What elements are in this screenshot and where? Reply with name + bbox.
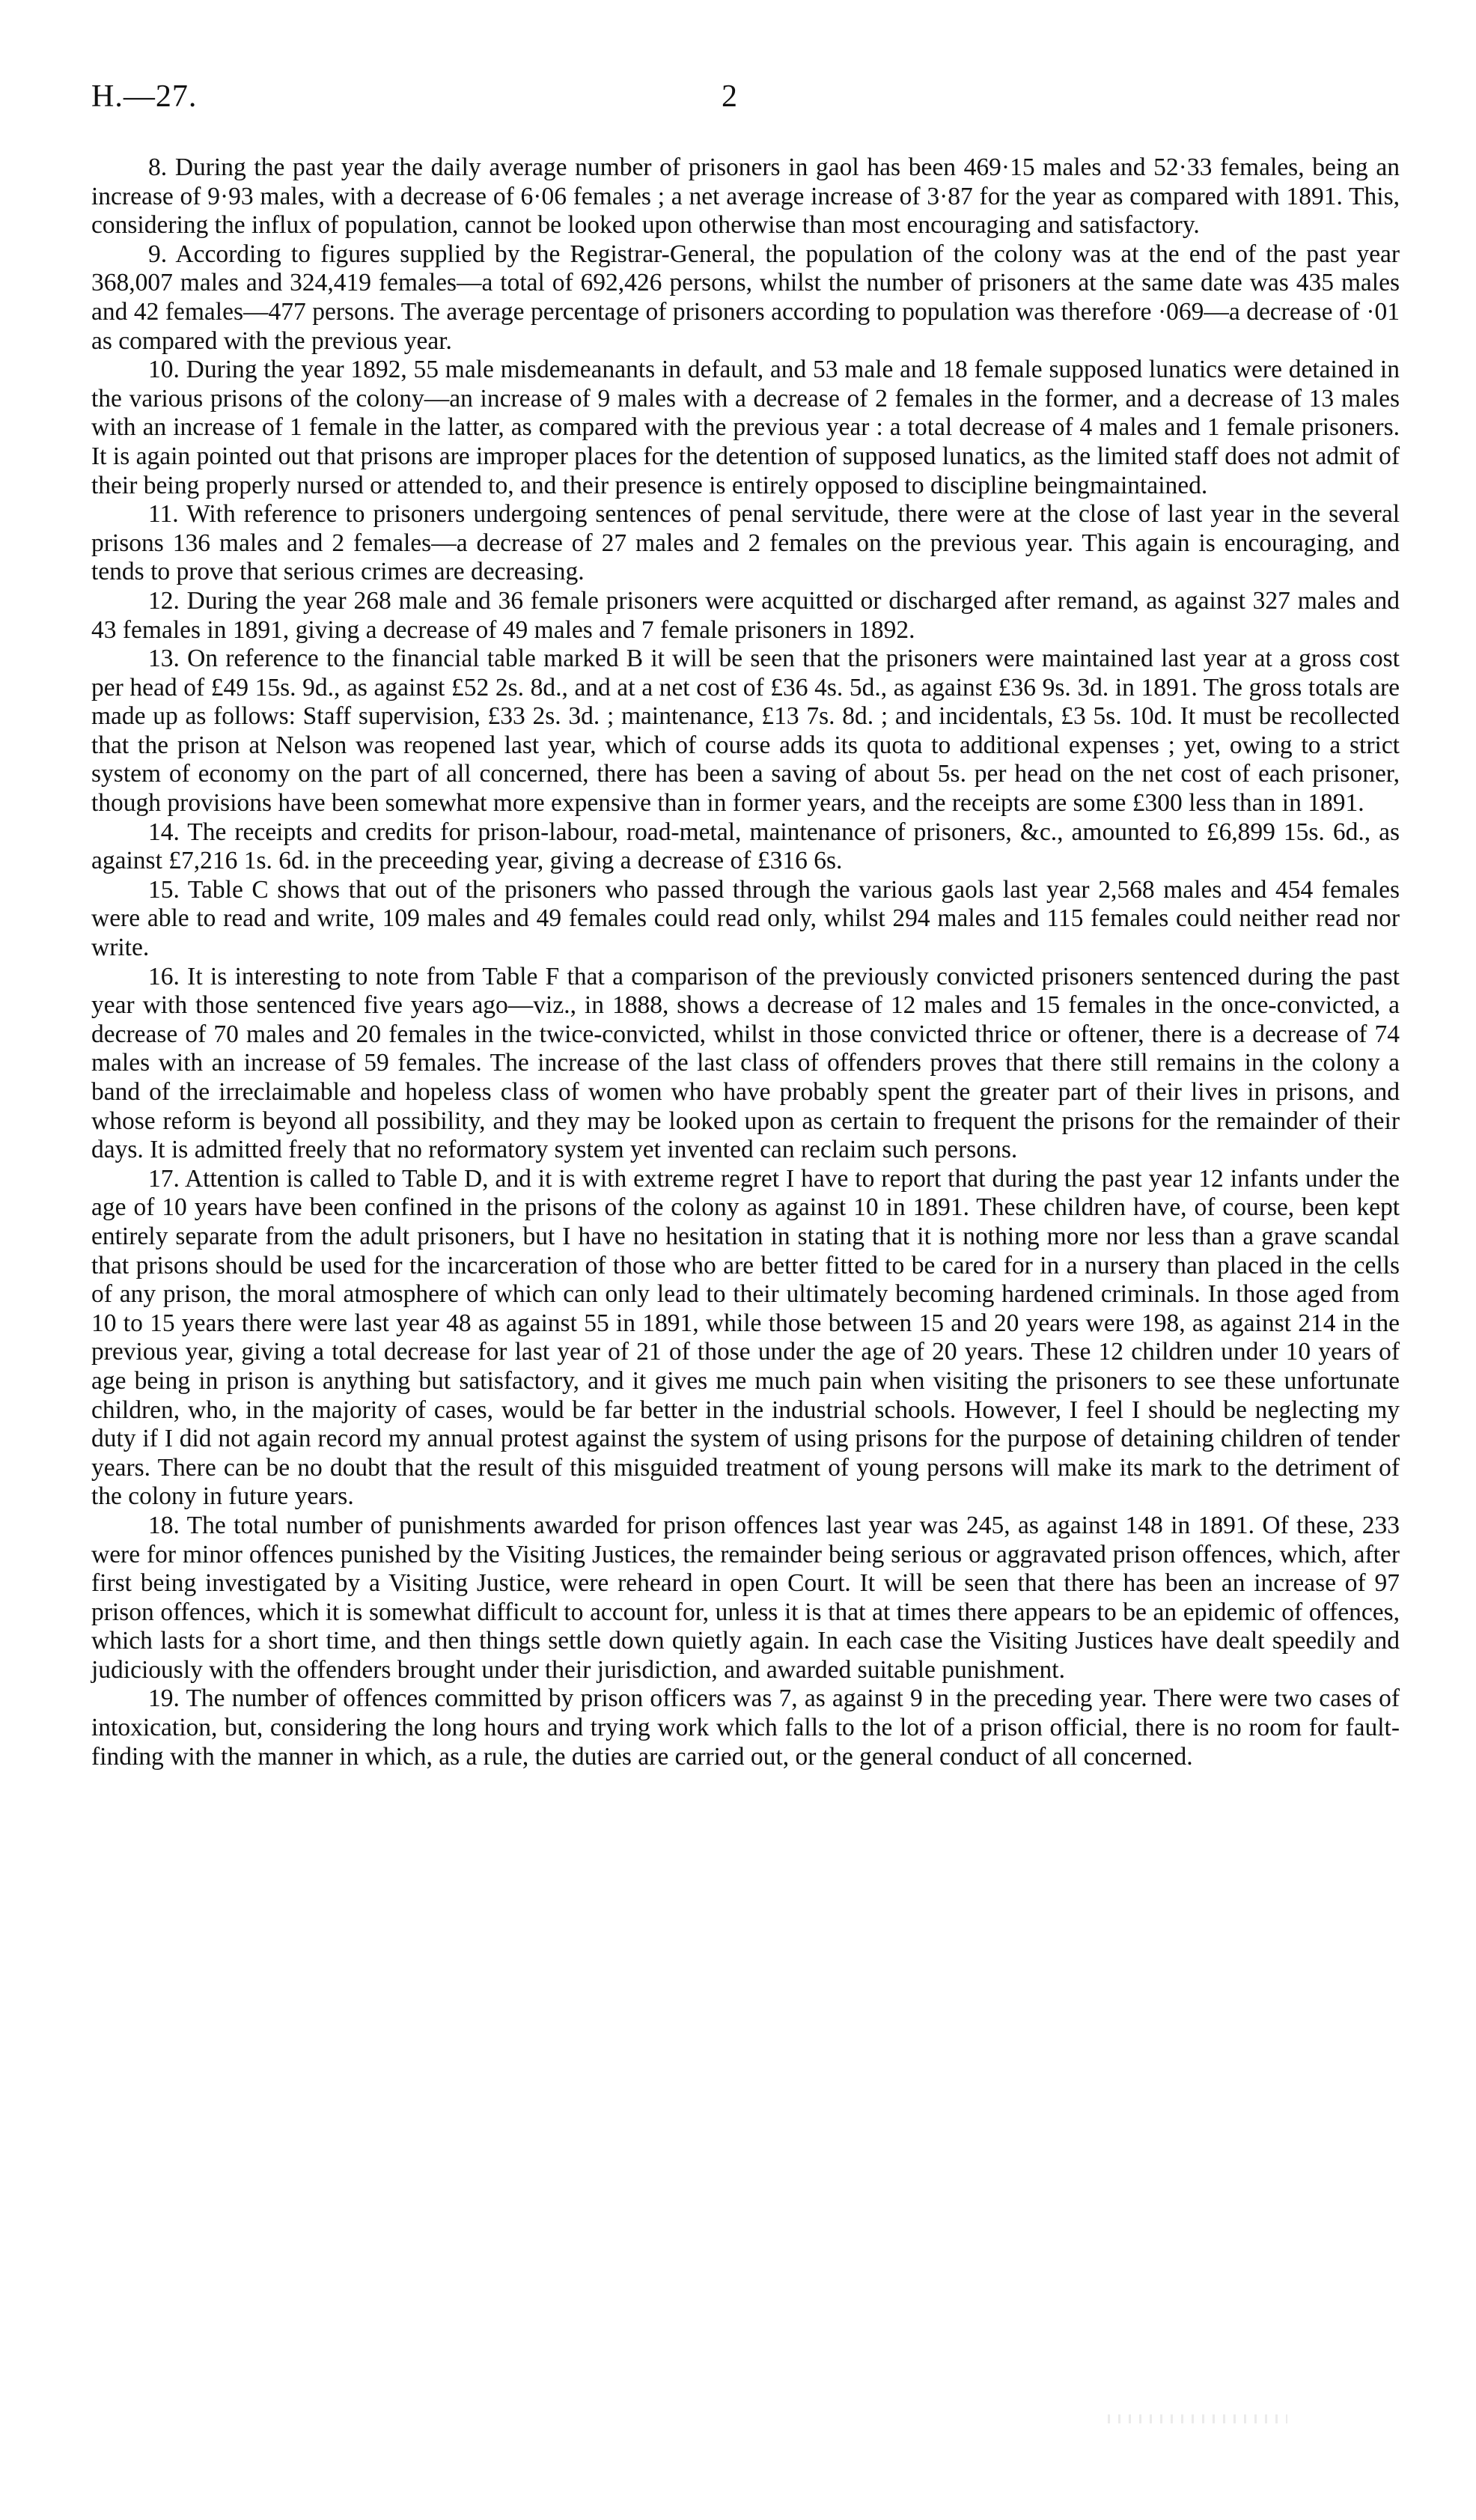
paragraph-19: 19. The number of offences committed by prison officers was 7, as against 9 in the preceding year. There were two cases of intoxication, but, considering the long hours and trying work which falls to the lot of a prison official, there is no room for fault-finding with the manner in which, as a rule, the duties are carried out, or the general conduct of all concerned. xyxy=(91,1684,1400,1771)
paragraph-14: 14. The receipts and credits for prison-labour, road-metal, maintenance of prisoners, &c., amounted to £6,899 15s. 6d., as against £7,216 1s. 6d. in the preceeding year, giving a decrease of £316 6s. xyxy=(91,818,1400,875)
document-id: H.—27. xyxy=(91,79,198,114)
report-body xyxy=(91,153,1400,1771)
scan-artifact xyxy=(1108,2414,1287,2423)
paragraph-8: 8. During the past year the daily average number of prisoners in gaol has been 469·15 males and 52·33 females, being an increase of 9·93 males, with a decrease of 6·06 females ; a net average increase of 3·87 for the year as compared with 1891. This, considering the influx of population, cannot be looked upon otherwise than most encouraging and satisfactory. xyxy=(91,153,1400,240)
paragraph-10: 10. During the year 1892, 55 male misdemeanants in default, and 53 male and 18 female supposed lunatics were detained in the various prisons of the colony—an increase of 9 males with a decrease of 2 females in the former, and a decrease of 13 males with an increase of 1 female in the latter, as compared with the previous year : a total decrease of 4 males and 1 female prisoners. It is again pointed out that prisons are improper places for the detention of supposed lunatics, as the limited staff does not admit of their being properly nursed or attended to, and their presence is entirely opposed to discipline beingmaintained. xyxy=(91,356,1400,499)
paragraph-13: 13. On reference to the financial table marked B it will be seen that the prisoners were maintained last year at a gross cost per head of £49 15s. 9d., as against £52 2s. 8d., and at a net cost of £36 4s. 5d., as against £36 9s. 3d. in 1891. The gross totals are made up as follows: Staff supervision, £33 2s. 3d. ; maintenance, £13 7s. 8d. ; and incidentals, £3 5s. 10d. It must be recollected that the prison at Nelson was reopened last year, which of course adds its quota to additional expenses ; yet, owing to a strict system of economy on the part of all concerned, there has been a saving of about 5s. per head on the net cost of each prisoner, though provisions have been somewhat more expensive than in former years, and the receipts are some £300 less than in 1891. xyxy=(91,645,1400,818)
paragraph-16: 16. It is interesting to note from Table F that a comparison of the previously convicted prisoners sentenced during the past year with those sentenced five years ago—viz., in 1888, shows a decrease of 12 males and 15 females in the once-convicted, a decrease of 70 males and 20 females in the twice-convicted, whilst in those convicted thrice or oftener, there is a decrease of 74 males with an increase of 59 females. The increase of the last class of offenders proves that there still remains in the colony a band of the irreclaimable and hopeless class of women who have probably spent the greater part of their lives in prisons, and whose reform is beyond all possibility, and they may be looked upon as certain to frequent the prisons for the remainder of their days. It is admitted freely that no reformatory system yet invented can reclaim such persons. xyxy=(91,962,1400,1164)
paragraph-18: 18. The total number of punishments awarded for prison offences last year was 245, as against 148 in 1891. Of these, 233 were for minor offences punished by the Visiting Justices, the remainder being serious or aggravated prison offences, which, after first being investigated by a Visiting Justice, were reheard in open Court. It will be seen that there has been an increase of 97 prison offences, which it is somewhat difficult to account for, unless it is that at times there appears to be an epidemic of offences, which lasts for a short time, and then things settle down quietly again. In each case the Visiting Justices have dealt speedily and judiciously with the offenders brought under their jurisdiction, and awarded suitable punishment. xyxy=(91,1511,1400,1684)
paragraph-15: 15. Table C shows that out of the prisoners who passed through the various gaols last year 2,568 males and 454 females were able to read and write, 109 males and 49 females could read only, whilst 294 males and 115 females could neither read nor write. xyxy=(91,875,1400,962)
paragraph-12: 12. During the year 268 male and 36 female prisoners were acquitted or discharged after remand, as against 327 males and 43 females in 1891, giving a decrease of 49 males and 7 female prisoners in 1892. xyxy=(91,586,1400,644)
paragraph-17: 17. Attention is called to Table D, and it is with extreme regret I have to report that during the past year 12 infants under the age of 10 years have been confined in the prisons of the colony as against 10 in 1891. These children have, of course, been kept entirely separate from the adult prisoners, but I have no hesitation in stating that it is nothing more nor less than a grave scandal that prisons should be used for the incarceration of those who are better fitted to be cared for in a nursery than placed in the cells of any prison, the moral atmosphere of which can only lead to their ultimately becoming hardened criminals. In those aged from 10 to 15 years there were last year 48 as against 55 in 1891, while those between 15 and 20 years were 198, as against 214 in the previous year, giving a total decrease for last year of 21 of those under the age of 20 years. These 12 children under 10 years of age being in prison is anything but satisfactory, and it gives me much pain when visiting the prisoners to see these unfortunate children, who, in the majority of cases, would be far better in the industrial schools. However, I feel I should be neglecting my duty if I did not again record my annual protest against the system of using prisons for the purpose of detaining children of tender years. There can be no doubt that the result of this misguided treatment of young persons will make its mark to the detriment of the colony in future years. xyxy=(91,1164,1400,1511)
paragraph-9: 9. According to figures supplied by the Registrar-General, the population of the colony was at the end of the past year 368,007 males and 324,419 females—a total of 692,426 persons, whilst the number of prisoners at the same date was 435 males and 42 females—477 persons. The average percentage of prisoners according to population was therefore ·069—a decrease of ·01 as compared with the previous year. xyxy=(91,240,1400,355)
paragraph-11: 11. With reference to prisoners undergoing sentences of penal servitude, there were at the close of last year in the several prisons 136 males and 2 females—a decrease of 27 males and 2 females on the previous year. This again is encouraging, and tends to prove that serious crimes are decreasing. xyxy=(91,500,1400,586)
page-header xyxy=(91,79,1439,124)
page-number: 2 xyxy=(722,79,737,114)
